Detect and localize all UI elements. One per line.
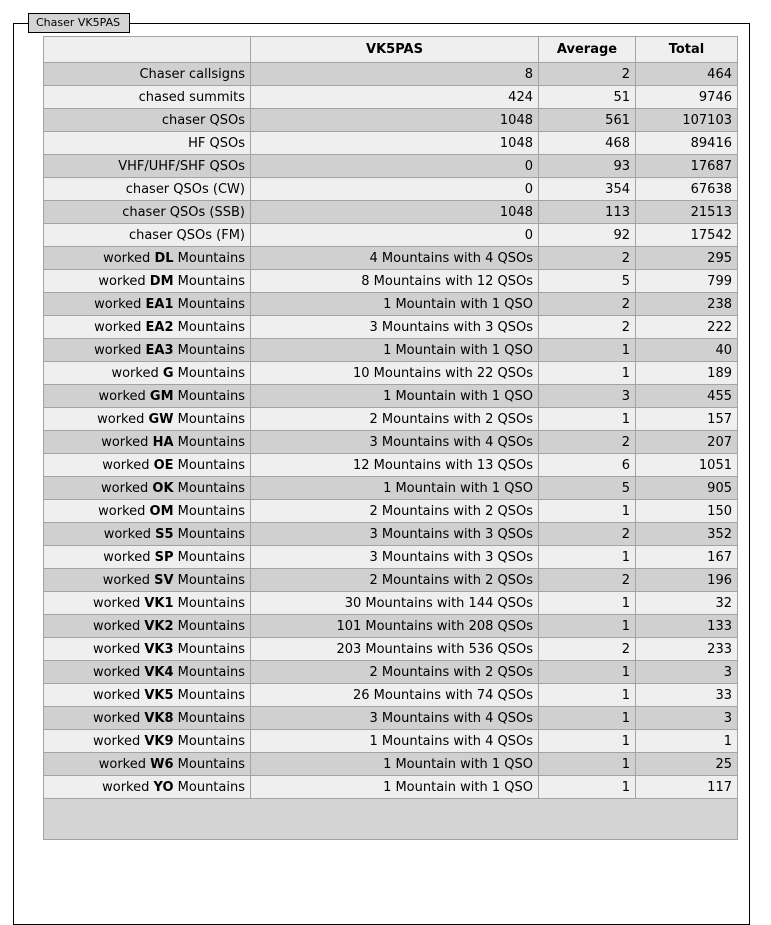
vk5pas-cell: 0	[251, 224, 539, 247]
row-label-cell	[44, 270, 251, 293]
row-label-post: Mountains	[173, 342, 245, 358]
total-cell: 189	[636, 362, 738, 385]
row-label-cell	[44, 753, 251, 776]
row-label-pre: worked	[94, 296, 146, 312]
total-cell: 117	[636, 776, 738, 799]
vk5pas-cell: 3 Mountains with 3 QSOs	[251, 316, 539, 339]
total-cell: 40	[636, 339, 738, 362]
table-row	[44, 247, 738, 270]
table-row	[44, 546, 738, 569]
row-label-cell	[44, 385, 251, 408]
table-header	[44, 37, 738, 63]
row-label-code: VK1	[144, 595, 174, 611]
row-label-pre: worked	[103, 526, 156, 542]
average-cell: 5	[539, 270, 636, 293]
row-label-pre: worked	[102, 572, 155, 588]
total-cell: 107103	[636, 109, 738, 132]
row-label-code: VK9	[144, 733, 174, 749]
average-cell: 468	[539, 132, 636, 155]
row-label-code: SV	[154, 572, 174, 588]
vk5pas-cell: 30 Mountains with 144 QSOs	[251, 592, 539, 615]
vk5pas-cell: 3 Mountains with 3 QSOs	[251, 546, 539, 569]
row-label-pre: chaser QSOs (CW)	[125, 181, 245, 197]
total-cell: 295	[636, 247, 738, 270]
average-cell: 2	[539, 63, 636, 86]
vk5pas-cell: 1 Mountain with 1 QSO	[251, 339, 539, 362]
table-row	[44, 339, 738, 362]
row-label-code: VK8	[144, 710, 174, 726]
row-label-pre: worked	[97, 411, 149, 427]
table-row	[44, 523, 738, 546]
row-label-cell	[44, 454, 251, 477]
table-row	[44, 615, 738, 638]
total-cell: 157	[636, 408, 738, 431]
table-row	[44, 316, 738, 339]
vk5pas-cell: 1 Mountain with 1 QSO	[251, 776, 539, 799]
row-label-cell	[44, 63, 251, 86]
average-cell: 1	[539, 707, 636, 730]
average-cell: 1	[539, 546, 636, 569]
row-label-post: Mountains	[173, 296, 245, 312]
row-label-code: YO	[153, 779, 174, 795]
average-cell: 3	[539, 385, 636, 408]
row-label-pre: worked	[101, 480, 153, 496]
row-label-cell	[44, 362, 251, 385]
row-label-post: Mountains	[173, 457, 245, 473]
row-label-cell	[44, 178, 251, 201]
row-label-pre: worked	[103, 250, 155, 266]
row-label-code: EA3	[145, 342, 174, 358]
average-cell: 1	[539, 500, 636, 523]
vk5pas-cell: 2 Mountains with 2 QSOs	[251, 661, 539, 684]
row-label-post: Mountains	[173, 388, 245, 404]
row-label-cell	[44, 477, 251, 500]
row-label-cell	[44, 592, 251, 615]
row-label-code: EA1	[145, 296, 174, 312]
average-cell: 51	[539, 86, 636, 109]
table-row	[44, 293, 738, 316]
vk5pas-cell: 1 Mountain with 1 QSO	[251, 293, 539, 316]
row-label-pre: worked	[92, 710, 145, 726]
row-label-post: Mountains	[173, 365, 245, 381]
average-cell: 2	[539, 293, 636, 316]
row-label-post: Mountains	[173, 273, 245, 289]
average-cell: 1	[539, 661, 636, 684]
vk5pas-cell: 0	[251, 178, 539, 201]
total-cell: 3	[636, 707, 738, 730]
total-cell: 1	[636, 730, 738, 753]
row-label-code: SP	[154, 549, 174, 565]
table-row	[44, 385, 738, 408]
average-cell: 1	[539, 339, 636, 362]
average-cell: 1	[539, 362, 636, 385]
table-row	[44, 730, 738, 753]
total-cell: 21513	[636, 201, 738, 224]
row-label-code: W6	[150, 756, 174, 772]
row-label-pre: worked	[92, 641, 145, 657]
average-cell: 354	[539, 178, 636, 201]
average-cell: 2	[539, 523, 636, 546]
row-label-cell	[44, 523, 251, 546]
total-cell: 238	[636, 293, 738, 316]
average-cell: 2	[539, 316, 636, 339]
average-cell: 1	[539, 592, 636, 615]
total-cell: 89416	[636, 132, 738, 155]
vk5pas-cell: 8 Mountains with 12 QSOs	[251, 270, 539, 293]
table-row	[44, 707, 738, 730]
total-cell: 222	[636, 316, 738, 339]
vk5pas-cell: 424	[251, 86, 539, 109]
row-label-code: VK3	[144, 641, 174, 657]
table-row	[44, 408, 738, 431]
row-label-cell	[44, 316, 251, 339]
row-label-pre: worked	[94, 342, 146, 358]
table-row	[44, 132, 738, 155]
table-header-row	[44, 37, 738, 63]
total-cell: 32	[636, 592, 738, 615]
row-label-cell	[44, 109, 251, 132]
row-label-cell	[44, 201, 251, 224]
table-row	[44, 753, 738, 776]
column-header-vk5pas: VK5PAS	[251, 37, 539, 63]
average-cell: 2	[539, 638, 636, 661]
row-label-pre: worked	[102, 779, 154, 795]
vk5pas-cell: 1 Mountain with 1 QSO	[251, 477, 539, 500]
average-cell: 113	[539, 201, 636, 224]
table-row	[44, 155, 738, 178]
row-label-code: OK	[152, 480, 174, 496]
row-label-cell	[44, 684, 251, 707]
total-cell: 233	[636, 638, 738, 661]
table-row	[44, 63, 738, 86]
vk5pas-cell: 1048	[251, 132, 539, 155]
table-row	[44, 477, 738, 500]
average-cell: 1	[539, 776, 636, 799]
row-label-cell	[44, 569, 251, 592]
total-cell: 17687	[636, 155, 738, 178]
table-row	[44, 684, 738, 707]
row-label-pre: worked	[92, 687, 145, 703]
vk5pas-cell: 26 Mountains with 74 QSOs	[251, 684, 539, 707]
total-cell: 133	[636, 615, 738, 638]
row-label-post: Mountains	[173, 480, 245, 496]
table-body	[44, 63, 738, 799]
row-label-cell	[44, 247, 251, 270]
vk5pas-cell: 1 Mountain with 1 QSO	[251, 385, 539, 408]
row-label-cell	[44, 408, 251, 431]
row-label-post: Mountains	[173, 549, 245, 565]
row-label-post: Mountains	[173, 526, 245, 542]
row-label-pre: worked	[111, 365, 163, 381]
row-label-cell	[44, 615, 251, 638]
row-label-pre: worked	[98, 503, 150, 519]
vk5pas-cell: 2 Mountains with 2 QSOs	[251, 500, 539, 523]
row-label-pre: worked	[92, 733, 145, 749]
total-cell: 17542	[636, 224, 738, 247]
row-label-cell	[44, 546, 251, 569]
chaser-stats-table	[43, 36, 738, 840]
row-label-post: Mountains	[173, 618, 245, 634]
vk5pas-cell: 12 Mountains with 13 QSOs	[251, 454, 539, 477]
total-cell: 150	[636, 500, 738, 523]
average-cell: 1	[539, 730, 636, 753]
row-label-code: DL	[154, 250, 174, 266]
table-row	[44, 569, 738, 592]
table-row	[44, 224, 738, 247]
row-label-cell	[44, 661, 251, 684]
total-cell: 25	[636, 753, 738, 776]
row-label-pre: worked	[102, 457, 154, 473]
row-label-code: EA2	[145, 319, 174, 335]
vk5pas-cell: 1048	[251, 109, 539, 132]
vk5pas-cell: 2 Mountains with 2 QSOs	[251, 569, 539, 592]
average-cell: 5	[539, 477, 636, 500]
row-label-post: Mountains	[173, 664, 245, 680]
table-footer	[44, 799, 738, 840]
row-label-post: Mountains	[173, 503, 245, 519]
row-label-code: GW	[148, 411, 174, 427]
table-row	[44, 201, 738, 224]
row-label-code: GM	[149, 388, 174, 404]
row-label-code: OM	[149, 503, 174, 519]
total-cell: 905	[636, 477, 738, 500]
table-footer-row	[44, 799, 738, 840]
row-label-post: Mountains	[173, 710, 245, 726]
row-label-cell	[44, 730, 251, 753]
row-label-code: OE	[153, 457, 174, 473]
row-label-code: G	[162, 365, 174, 381]
row-label-pre: HF QSOs	[188, 135, 245, 151]
vk5pas-cell: 10 Mountains with 22 QSOs	[251, 362, 539, 385]
row-label-pre: chaser QSOs (FM)	[128, 227, 245, 243]
vk5pas-cell: 8	[251, 63, 539, 86]
row-label-pre: worked	[92, 595, 145, 611]
average-cell: 1	[539, 684, 636, 707]
row-label-pre: worked	[103, 549, 155, 565]
row-label-cell	[44, 155, 251, 178]
vk5pas-cell: 3 Mountains with 4 QSOs	[251, 707, 539, 730]
row-label-post: Mountains	[173, 434, 245, 450]
table-row	[44, 270, 738, 293]
row-label-code: HA	[152, 434, 174, 450]
vk5pas-cell: 0	[251, 155, 539, 178]
table-row	[44, 431, 738, 454]
average-cell: 1	[539, 408, 636, 431]
row-label-post: Mountains	[173, 572, 245, 588]
row-label-cell	[44, 707, 251, 730]
table-footer-cell	[44, 799, 738, 840]
row-label-pre: Chaser callsigns	[139, 66, 245, 82]
total-cell: 9746	[636, 86, 738, 109]
row-label-pre: worked	[92, 618, 145, 634]
fieldset-legend: Chaser VK5PAS	[28, 13, 130, 33]
row-label-cell	[44, 638, 251, 661]
table-row	[44, 776, 738, 799]
row-label-post: Mountains	[173, 319, 245, 335]
total-cell: 196	[636, 569, 738, 592]
row-label-post: Mountains	[173, 250, 245, 266]
vk5pas-cell: 1 Mountains with 4 QSOs	[251, 730, 539, 753]
vk5pas-cell: 203 Mountains with 536 QSOs	[251, 638, 539, 661]
vk5pas-cell: 4 Mountains with 4 QSOs	[251, 247, 539, 270]
column-header-label	[44, 37, 251, 63]
row-label-pre: chaser QSOs	[161, 112, 245, 128]
row-label-pre: chaser QSOs (SSB)	[122, 204, 245, 220]
row-label-code: VK5	[144, 687, 174, 703]
vk5pas-cell: 1 Mountain with 1 QSO	[251, 753, 539, 776]
total-cell: 207	[636, 431, 738, 454]
total-cell: 33	[636, 684, 738, 707]
table-row	[44, 362, 738, 385]
average-cell: 2	[539, 247, 636, 270]
row-label-code: VK4	[144, 664, 174, 680]
table-row	[44, 109, 738, 132]
row-label-code: DM	[149, 273, 174, 289]
row-label-cell	[44, 86, 251, 109]
row-label-code: VK2	[144, 618, 174, 634]
row-label-cell	[44, 339, 251, 362]
row-label-pre: worked	[98, 273, 150, 289]
row-label-post: Mountains	[173, 779, 245, 795]
average-cell: 6	[539, 454, 636, 477]
column-header-total: Total	[636, 37, 738, 63]
average-cell: 1	[539, 753, 636, 776]
row-label-cell	[44, 293, 251, 316]
column-header-average: Average	[539, 37, 636, 63]
vk5pas-cell: 3 Mountains with 3 QSOs	[251, 523, 539, 546]
row-label-post: Mountains	[173, 687, 245, 703]
total-cell: 67638	[636, 178, 738, 201]
row-label-post: Mountains	[173, 411, 245, 427]
table-row	[44, 86, 738, 109]
row-label-post: Mountains	[173, 641, 245, 657]
average-cell: 561	[539, 109, 636, 132]
total-cell: 1051	[636, 454, 738, 477]
row-label-pre: chased summits	[138, 89, 245, 105]
row-label-cell	[44, 776, 251, 799]
average-cell: 1	[539, 615, 636, 638]
row-label-cell	[44, 500, 251, 523]
row-label-cell	[44, 431, 251, 454]
row-label-post: Mountains	[173, 756, 245, 772]
table-row	[44, 178, 738, 201]
total-cell: 455	[636, 385, 738, 408]
row-label-pre: VHF/UHF/SHF QSOs	[118, 158, 245, 174]
vk5pas-cell: 2 Mountains with 2 QSOs	[251, 408, 539, 431]
row-label-pre: worked	[98, 756, 151, 772]
average-cell: 2	[539, 569, 636, 592]
total-cell: 464	[636, 63, 738, 86]
table-row	[44, 638, 738, 661]
table-row	[44, 454, 738, 477]
table-row	[44, 592, 738, 615]
vk5pas-cell: 101 Mountains with 208 QSOs	[251, 615, 539, 638]
row-label-cell	[44, 224, 251, 247]
row-label-cell	[44, 132, 251, 155]
vk5pas-cell: 3 Mountains with 4 QSOs	[251, 431, 539, 454]
average-cell: 2	[539, 431, 636, 454]
row-label-pre: worked	[92, 664, 145, 680]
row-label-post: Mountains	[173, 595, 245, 611]
row-label-post: Mountains	[173, 733, 245, 749]
total-cell: 167	[636, 546, 738, 569]
average-cell: 92	[539, 224, 636, 247]
row-label-pre: worked	[98, 388, 150, 404]
total-cell: 799	[636, 270, 738, 293]
table-row	[44, 661, 738, 684]
average-cell: 93	[539, 155, 636, 178]
row-label-code: S5	[155, 526, 174, 542]
total-cell: 3	[636, 661, 738, 684]
row-label-pre: worked	[101, 434, 153, 450]
table-row	[44, 500, 738, 523]
row-label-pre: worked	[94, 319, 146, 335]
total-cell: 352	[636, 523, 738, 546]
vk5pas-cell: 1048	[251, 201, 539, 224]
